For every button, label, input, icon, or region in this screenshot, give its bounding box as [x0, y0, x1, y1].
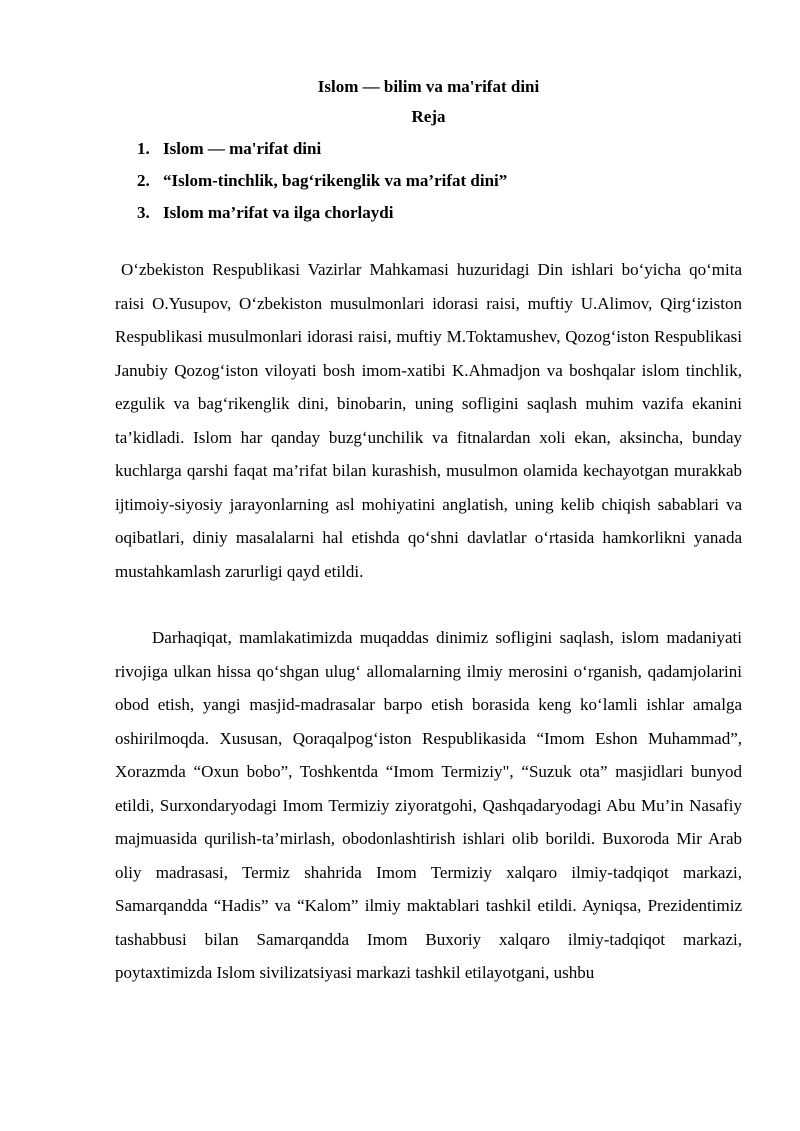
plan-item-text: “Islom-tinchlik, bag‘rikenglik va ma’rifat dini” [163, 171, 508, 190]
body-paragraph: O‘zbekiston Respublikasi Vazirlar Mahkamasi huzuridagi Din ishlari bo‘yicha qo‘mita raisi O.Yusupov, O‘zbekiston musulmonlari idorasi raisi, muftiy U.Alimov, Qirg‘iziston Respublikasi musulmonlari idorasi raisi, muftiy M.Toktamushev, Qozog‘iston Respublikasi Janubiy Qozog‘iston viloyati bosh imom-xatibi K.Ahmadjon va boshqalar islom tinchlik, ezgulik va bag‘rikenglik dini, binobarin, uning sofligini saqlash muhim vazifa ekanini ta’kidladi. Islom har qanday buzg‘unchilik va fitnalardan xoli ekan, aksincha, bunday kuchlarga qarshi faqat ma’rifat bilan kurashish, musulmon olamida kechayotgan murakkab ijtimoiy-siyosiy jarayonlarning asl mohiyatini anglatish, uning kelib chiqish sabablari va oqibatlari, diniy masalalarni hal etishda qo‘shni davlatlar o‘rtasida hamkorlikni yanada mustahkamlash zarurligi qayd etildi. [115, 260, 742, 581]
plan-item [137, 202, 742, 234]
document-title: Islom — bilim va ma'rifat dini [317, 77, 540, 96]
plan-item-number: 1. [137, 139, 150, 158]
body-paragraph: Darhaqiqat, mamlakatimizda muqaddas dinimiz sofligini saqlash, islom madaniyati rivojiga ulkan hissa qo‘shgan ulug‘ allomalarning ilmiy merosini o‘rganish, qadamjolarini obod etish, yangi masjid-madrasalar barpo etish borasida keng ko‘lamli ishlar amalga oshirilmoqda. Xususan, Qoraqalpog‘iston Respublikasida “Imom Eshon Muhammad”, Xorazmda “Oxun bobo”, Toshkentda “Imom Termiziy", “Suzuk ota” masjidlari bunyod etildi, Surxondaryodagi Imom Termiziy ziyoratgohi, Qashqadaryodagi Abu Mu’in Nasafiy majmuasida qurilish-ta’mirlash, obodonlashtirish ishlari olib borildi. Buxoroda Mir Arab oliy madrasasi, Termiz shahrida Imom Termiziy xalqaro ilmiy-tadqiqot markazi, Samarqandda “Hadis” va “Kalom” ilmiy maktablari tashkil etildi. Ayniqsa, Prezidentimiz tashabbusi bilan Samarqandda Imom Buxoriy xalqaro ilmiy-tadqiqot markazi, poytaxtimizda Islom sivilizatsiyasi markazi tashkil etilayotgani, ushbu [115, 628, 742, 982]
plan-item [137, 170, 742, 202]
plan-list [115, 138, 742, 234]
plan-item-text: Islom ma’rifat va ilga chorlaydi [163, 203, 394, 222]
plan-item-number: 2. [137, 171, 150, 190]
plan-heading: Reja [411, 107, 446, 126]
plan-item-number: 3. [137, 203, 150, 222]
plan-item [137, 138, 742, 170]
document-page [115, 72, 742, 990]
plan-item-text: Islom — ma'rifat dini [163, 139, 322, 158]
